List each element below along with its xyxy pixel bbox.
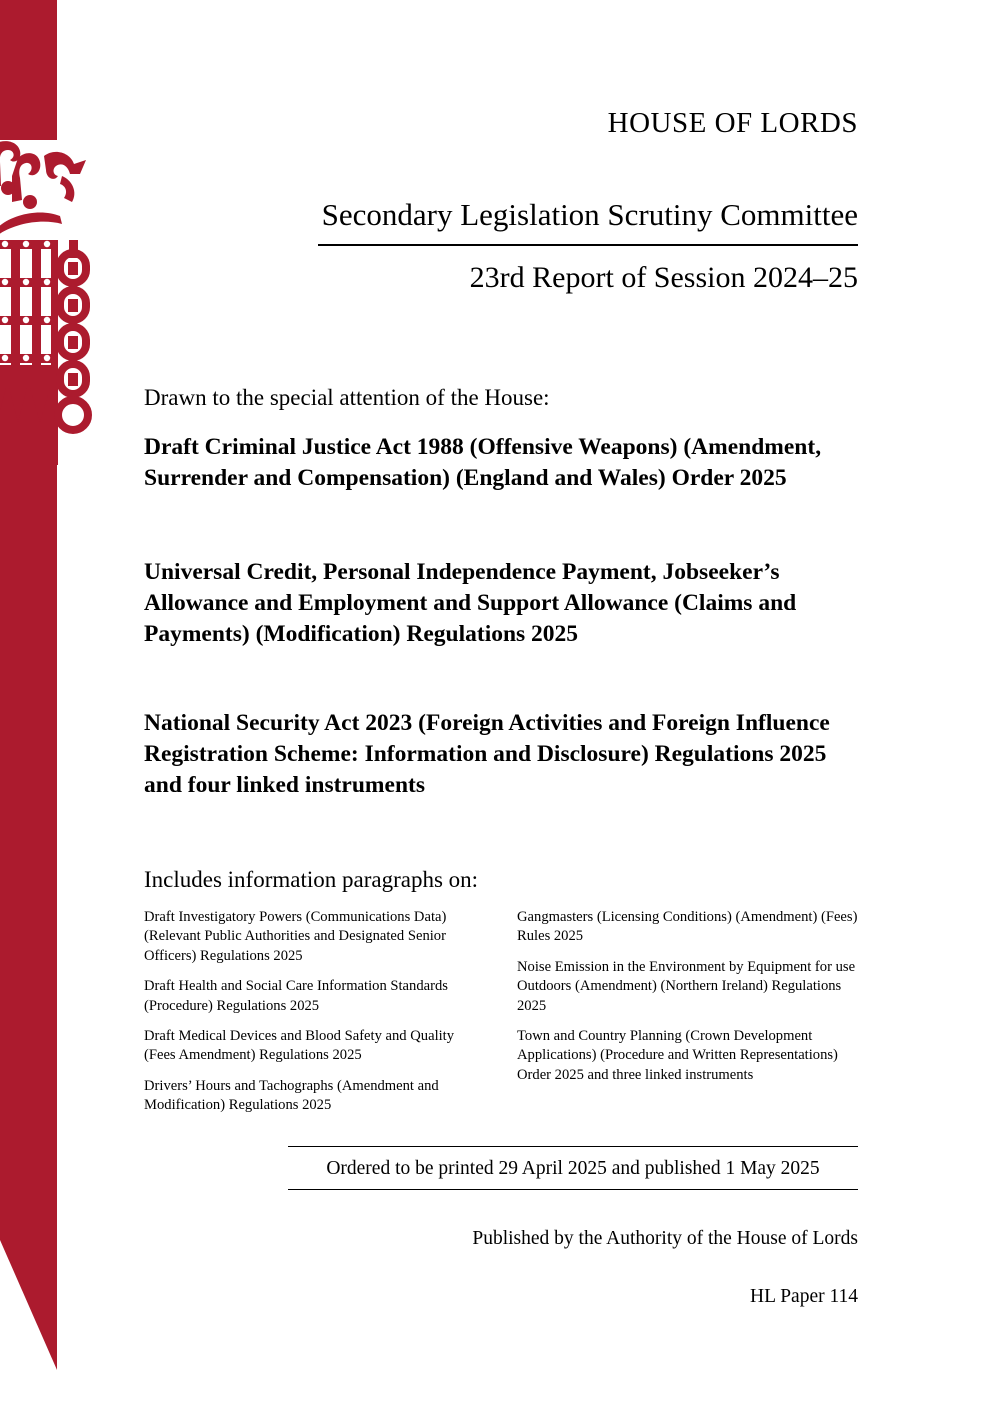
spine-band-lower-taper — [0, 365, 57, 1370]
committee-name: Secondary Legislation Scrutiny Committee — [321, 197, 858, 232]
crown-center-fleur — [12, 153, 40, 202]
crown-pearl-center — [23, 195, 37, 209]
list-item: Draft Investigatory Powers (Communications Data) (Relevant Public Authorities and Designated Senior Officers) Regulations 2025 — [144, 909, 447, 964]
information-paragraphs-right-column — [517, 908, 860, 1127]
portcullis-spike-3 — [30, 388, 50, 422]
ordered-printed-text: Ordered to be printed 29 April 2025 and published 1 May 2025 — [326, 1158, 820, 1179]
portcullis-chain — [58, 253, 88, 430]
chain-link-crossbars — [68, 240, 78, 386]
crown-left-fleur — [0, 141, 20, 186]
cover-content — [140, 0, 858, 1401]
report-session: 23rd Report of Session 2024–25 — [469, 261, 858, 295]
portcullis-grid — [0, 240, 58, 465]
special-attention-item: National Security Act 2023 (Foreign Activities and Foreign Influence Registration Scheme: Information and Disclosure) Regulations 2025 and four linked instruments — [144, 710, 830, 799]
crowned-portcullis-icon — [0, 141, 88, 465]
crown-pearl-left — [1, 181, 15, 195]
hl-paper-number: HL Paper 114 — [750, 1286, 858, 1307]
special-attention-item: Universal Credit, Personal Independence Payment, Jobseeker’s Allowance and Employment and Support Allowance (Claims and Payments) (Modification) Regulations 2025 — [144, 559, 797, 648]
ordered-printed-block — [288, 1146, 858, 1190]
footer-rule-bottom — [288, 1189, 858, 1190]
published-by-text: Published by the Authority of the House of Lords — [472, 1228, 858, 1249]
list-item: Noise Emission in the Environment by Equipment for use Outdoors (Amendment) (Northern Ireland) Regulations 2025 — [517, 958, 856, 1014]
committee-divider-rule — [318, 244, 858, 246]
list-item: Draft Medical Devices and Blood Safety and Quality (Fees Amendment) Regulations 2025 — [144, 1028, 455, 1064]
list-item: Drivers’ Hours and Tachographs (Amendment and Modification) Regulations 2025 — [144, 1077, 439, 1114]
special-attention-item: Draft Criminal Justice Act 1988 (Offensive Weapons) (Amendment, Surrender and Compensation) (England and Wales) Order 2025 — [144, 434, 822, 492]
list-item: Draft Health and Social Care Information Standards (Procedure) Regulations 2025 — [144, 978, 448, 1014]
crown-band — [0, 212, 62, 237]
information-paragraphs-left-column — [144, 908, 487, 1127]
crown-right-sweep — [60, 176, 74, 202]
list-item: Town and Country Planning (Crown Development Applications) (Procedure and Written Representations) Order 2025 and three linked instruments — [517, 1028, 838, 1083]
committee-header-block — [140, 196, 858, 296]
portcullis-spike-2 — [9, 388, 27, 422]
portcullis-spike-1 — [0, 388, 6, 422]
list-item: Gangmasters (Licensing Conditions) (Amendment) (Fees) Rules 2025 — [517, 909, 858, 945]
special-attention-heading: Drawn to the special attention of the House: — [144, 385, 550, 410]
information-paragraphs-columns — [144, 908, 860, 1127]
crown-right-fleur — [44, 152, 86, 179]
house-of-lords-title: HOUSE OF LORDS — [607, 107, 858, 139]
spine-band-upper — [0, 0, 57, 140]
information-paragraphs-heading: Includes information paragraphs on: — [144, 867, 479, 892]
